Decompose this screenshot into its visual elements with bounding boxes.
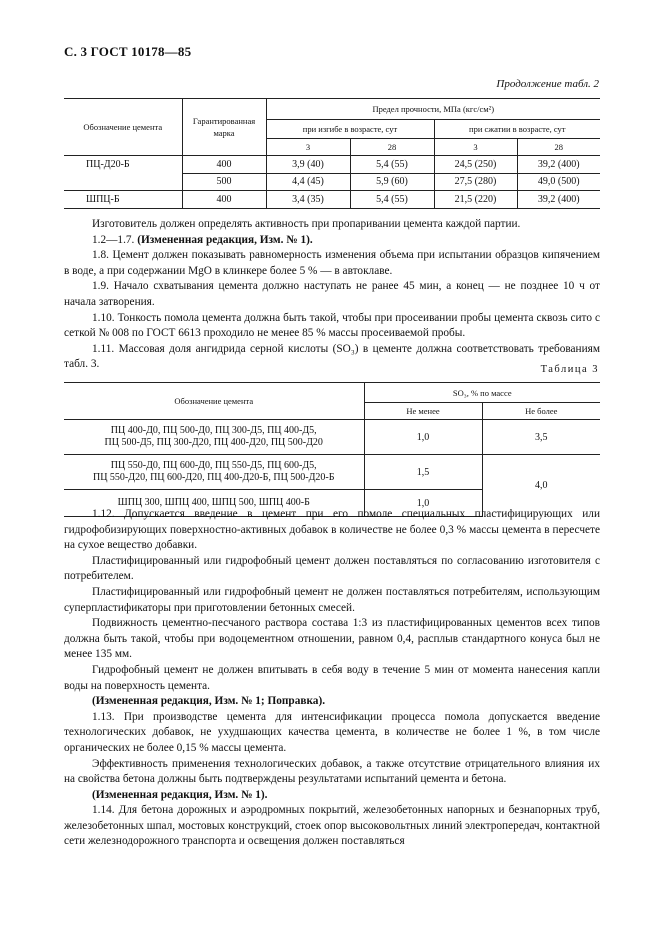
value-cell: 5,4 (55): [350, 156, 434, 174]
cement-group-line: ПЦ 550-Д20, ПЦ 600-Д20, ПЦ 400-Д20-Б, ПЦ 500-Д20-Б: [92, 472, 335, 483]
grade-cell: 400: [182, 191, 266, 209]
amendment-note: (Измененная редакция, Изм. № 1; Поправка).: [92, 695, 326, 708]
paragraph: Гидрофобный цемент не должен впитывать в себя воду в течение 5 мин от момента нанесения капли воды на поверхность цемента.: [64, 663, 600, 692]
value-cell: 39,2 (400): [517, 191, 600, 209]
paragraph: 1.14. Для бетона дорожных и аэродромных покрытий, железобетонных напорных и безнапорных труб, железобетонных шпал, мостовых конструкций, стоек опор высоковольтных линий электропередач, контактной сети железнодорожного транспорта и освещения должен поставляться: [64, 804, 600, 848]
col-designation-header: Обозначение цемента: [64, 383, 364, 420]
cement-group-line: ПЦ 550-Д0, ПЦ 600-Д0, ПЦ 550-Д5, ПЦ 600-Д5,: [110, 460, 317, 471]
value-cell: 3,4 (35): [266, 191, 350, 209]
strength-table: [64, 98, 600, 209]
col-bending-header: при изгибе в возрасте, сут: [266, 120, 434, 139]
cement-group-line: ПЦ 400-Д0, ПЦ 500-Д0, ПЦ 300-Д5, ПЦ 400-Д5,: [110, 425, 317, 436]
day-header: 28: [517, 139, 600, 156]
so3-max-cell: 3,5: [482, 420, 600, 455]
cement-name: ПЦ-Д20-Б: [64, 156, 182, 174]
grade-cell: 500: [182, 173, 266, 191]
value-cell: 49,0 (500): [517, 173, 600, 191]
amendment-note: (Измененная редакция, Изм. № 1).: [137, 233, 313, 246]
so3-min-cell: 1,5: [364, 455, 482, 490]
so3-max-cell: 4,0: [482, 455, 600, 517]
day-header: 28: [350, 139, 434, 156]
paragraph: 1.11. Массовая доля ангидрида серной кислоты (SO₃) в цементе должна соответствовать требованиям табл. 3.: [64, 342, 600, 371]
paragraph: 1.8. Цемент должен показывать равномерность изменения объема при испытании образцов кипячением в воде, а при содержании MgO в клинкере более 5 % — в автоклаве.: [64, 249, 600, 277]
col-strength-header: Предел прочности, МПа (кгс/см²): [266, 99, 600, 120]
col-so3-header: SO₃, % по массе: [364, 383, 600, 403]
clause-number: 1.2—1.7.: [92, 233, 135, 246]
col-compression-header: при сжатии в возрасте, сут: [434, 120, 600, 139]
value-cell: 27,5 (280): [434, 173, 517, 191]
paragraph: Подвижность цементно-песчаного раствора состава 1:3 из пластифицированных цементов всех типов должна быть такой, чтобы при водоцементном отношении, равном 0,4, расплыв стандартного конуса был не менее 135 мм.: [64, 617, 600, 661]
cement-group: [64, 420, 364, 455]
paragraph: 1.9. Начало схватывания цемента должно наступать не ранее 45 мин, а конец — не позднее 10 ч от начала затворения.: [64, 280, 600, 308]
value-cell: 3,9 (40): [266, 156, 350, 174]
cement-group-line: ПЦ 500-Д5, ПЦ 300-Д20, ПЦ 400-Д20, ПЦ 500-Д20: [104, 437, 323, 448]
cement-name: ШПЦ-Б: [64, 191, 182, 209]
value-cell: 39,2 (400): [517, 156, 600, 174]
grade-cell: 400: [182, 156, 266, 174]
text-block-a: [64, 217, 600, 373]
paragraph: 1.12. Допускается введение в цемент при его помоле специальных пластифицирующих или гидрофобизирующих поверхностно-активных добавок в количестве не более 0,3 % массы цемента в пересчете на сухое вещество добавки.: [64, 508, 600, 552]
value-cell: 4,4 (45): [266, 173, 350, 191]
day-header: 3: [434, 139, 517, 156]
page-header: С. 3 ГОСТ 10178—85: [64, 44, 192, 59]
table3-title: Таблица 3: [540, 364, 599, 375]
paragraph: Пластифицированный или гидрофобный цемент должен поставляться по согласованию изготовителя с потребителем.: [64, 554, 600, 583]
value-cell: 24,5 (250): [434, 156, 517, 174]
col-max-header: Не более: [482, 403, 600, 420]
paragraph: Эффективность применения технологических добавок, а также отсутствие отрицательного влияния их на свойства бетона должны быть подтверждены результатами испытаний цемента и бетона.: [64, 757, 600, 786]
paragraph: 1.13. При производстве цемента для интенсификации процесса помола допускается введение технологических добавок, не ухудшающих качества цемента, в количестве не более 1 %, в том числе органических не более 0,15 % массы цемента.: [64, 710, 600, 754]
cement-name: [64, 173, 182, 191]
day-header: 3: [266, 139, 350, 156]
so3-min-cell: 1,0: [364, 420, 482, 455]
paragraph: 1.10. Тонкость помола цемента должна быть такой, чтобы при просеивании пробы цемента сквозь сито с сеткой № 008 по ГОСТ 6613 проходило не менее 85 % массы просеиваемой пробы.: [64, 311, 600, 340]
so3-table: [64, 382, 600, 517]
amendment-note: (Измененная редакция, Изм. № 1).: [92, 788, 268, 801]
paragraph: Пластифицированный или гидрофобный цемент не должен поставляться потребителям, использующим суперпластификаторы при приготовлении бетонных смесей.: [64, 585, 600, 614]
value-cell: 5,4 (55): [350, 191, 434, 209]
paragraph: Изготовитель должен определять активность при пропаривании цемента каждой партии.: [92, 218, 521, 230]
col-min-header: Не менее: [364, 403, 482, 420]
col-designation-header: Обозначение цемента: [64, 99, 182, 156]
cement-group: [64, 455, 364, 490]
paragraph: [64, 233, 600, 249]
so3-min-cell: 1,0: [364, 490, 482, 517]
value-cell: 5,9 (60): [350, 173, 434, 191]
table-continuation-caption: Продолжение табл. 2: [496, 78, 599, 90]
cement-group-line: ШПЦ 300, ШПЦ 400, ШПЦ 500, ШПЦ 400-Б: [117, 497, 310, 508]
col-grade-header: Гарантированная марка: [182, 99, 266, 156]
value-cell: 21,5 (220): [434, 191, 517, 209]
text-block-b: [64, 507, 600, 850]
